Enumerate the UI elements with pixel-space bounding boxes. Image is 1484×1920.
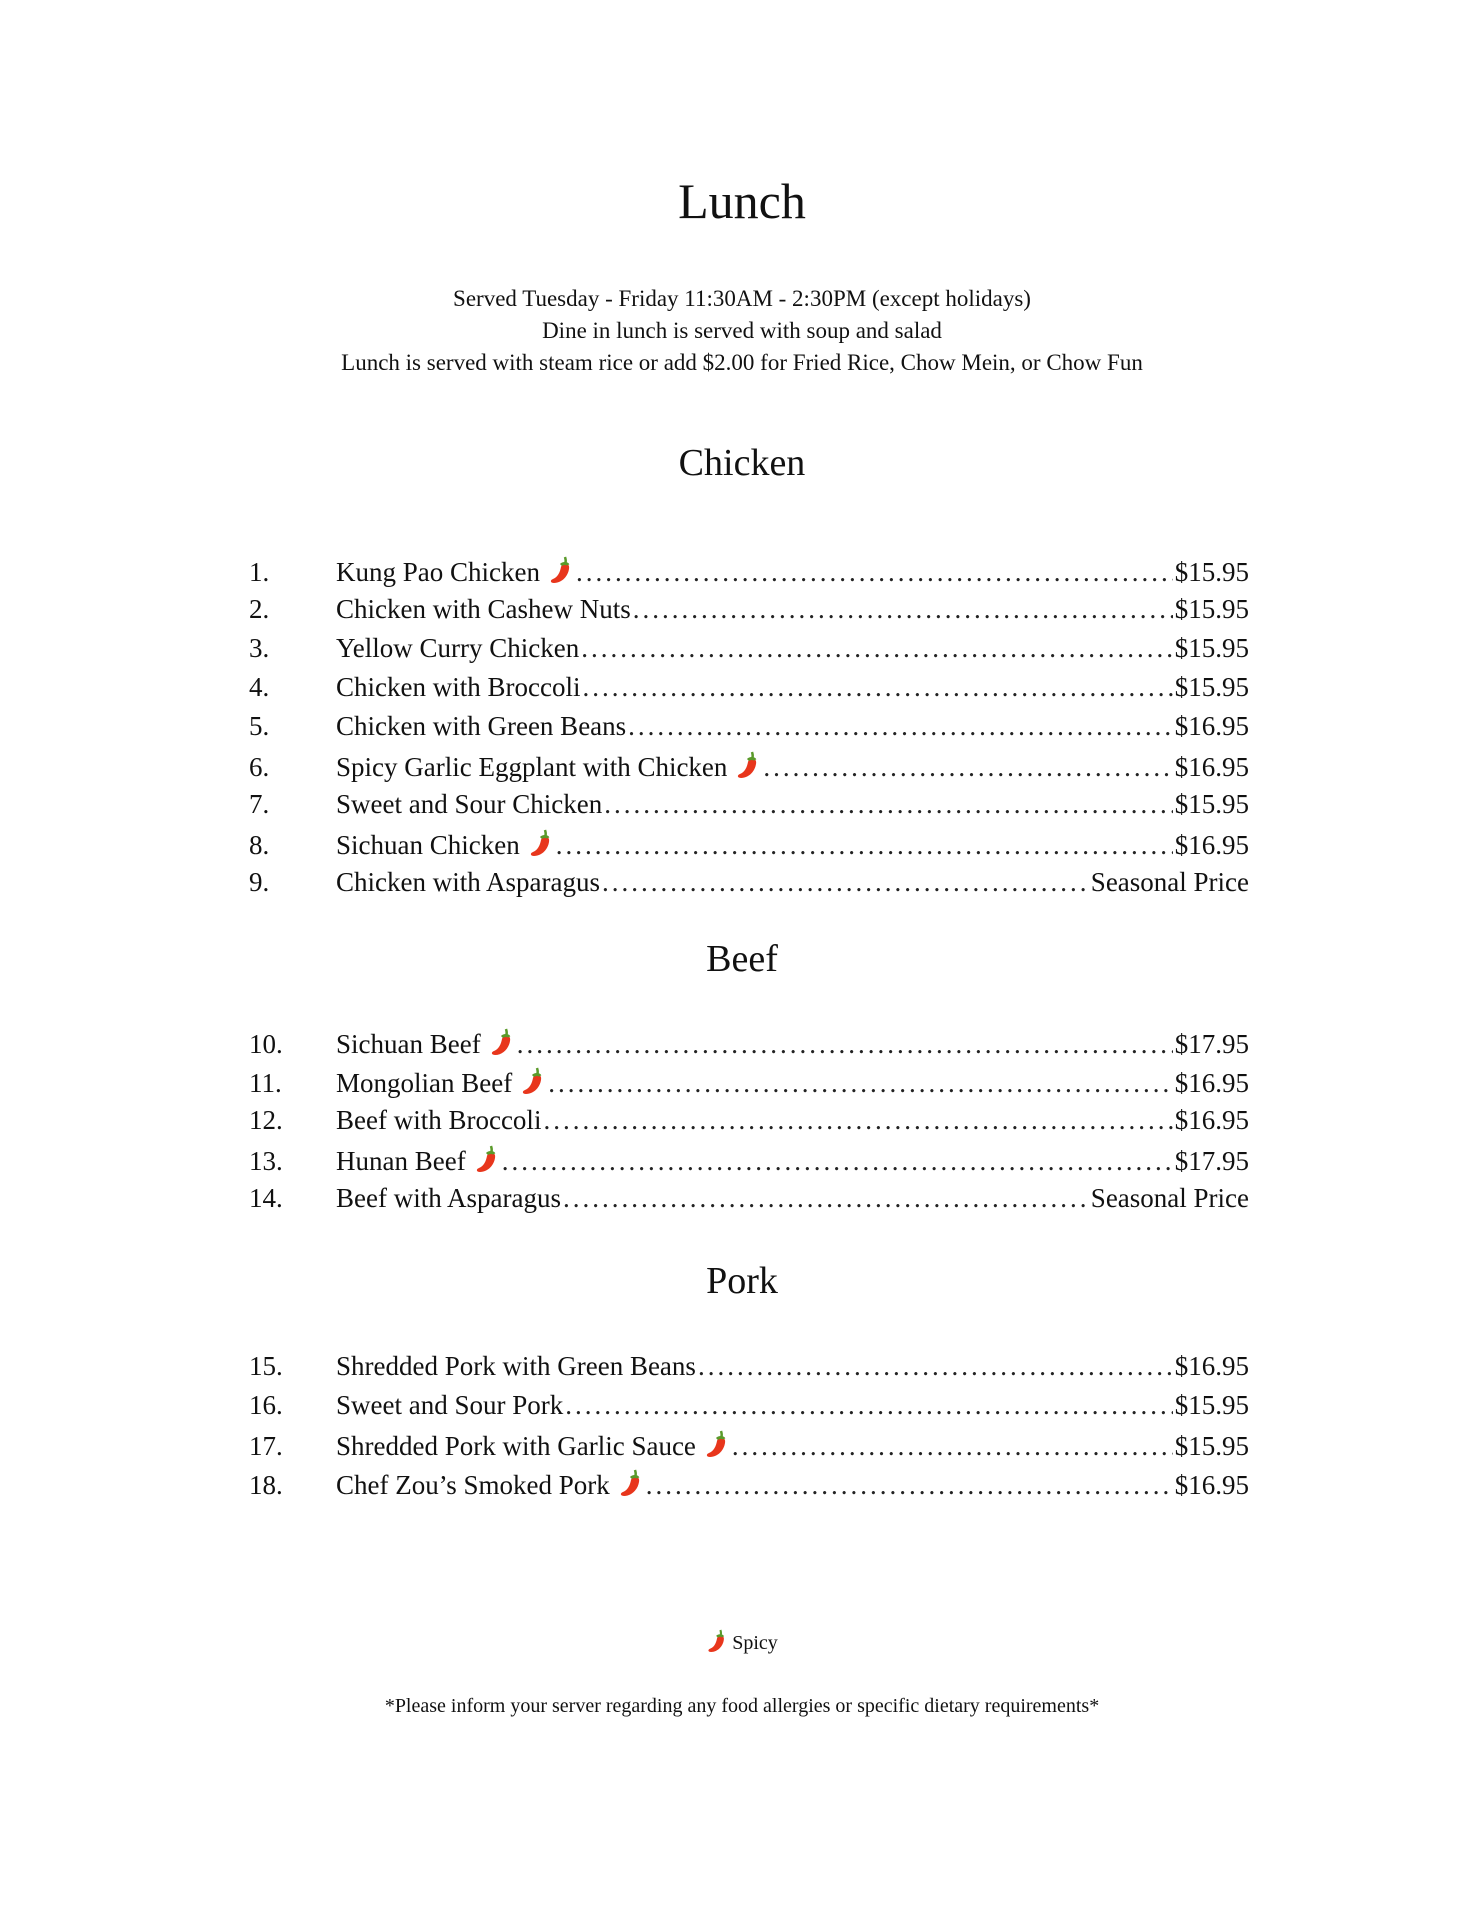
item-name: Yellow Curry Chicken xyxy=(336,633,580,663)
item-number: 10. xyxy=(249,1029,283,1059)
item-name: Beef with Broccoli xyxy=(336,1105,542,1135)
chili-pepper-icon xyxy=(489,1027,515,1057)
dot-leader xyxy=(646,1470,1173,1501)
spicy-legend-label: Spicy xyxy=(732,1632,778,1654)
menu-item xyxy=(249,1390,1249,1429)
item-price: $15.95 xyxy=(1174,557,1249,587)
dot-leader xyxy=(732,1431,1173,1462)
item-name: Chicken with Asparagus xyxy=(336,867,600,897)
menu-item xyxy=(249,1351,1249,1390)
item-number: 8. xyxy=(249,830,270,860)
menu-item xyxy=(249,828,1249,867)
dot-leader xyxy=(517,1029,1173,1060)
menu-list-pork xyxy=(249,1351,1249,1507)
item-number: 1. xyxy=(249,557,270,587)
item-name: Hunan Beef xyxy=(336,1146,466,1176)
chili-pepper-icon xyxy=(618,1468,644,1498)
item-number: 4. xyxy=(249,672,270,702)
item-price: $16.95 xyxy=(1174,711,1249,741)
item-number: 9. xyxy=(249,867,270,897)
lunch-hours: Served Tuesday - Friday 11:30AM - 2:30PM (except holidays) xyxy=(453,286,1031,311)
item-name: Sweet and Sour Pork xyxy=(336,1390,564,1420)
dot-leader xyxy=(763,752,1172,783)
menu-item xyxy=(249,750,1249,789)
item-price: $15.95 xyxy=(1174,672,1249,702)
dot-leader xyxy=(581,633,1172,664)
item-number: 18. xyxy=(249,1470,283,1500)
item-price: Seasonal Price xyxy=(1090,1183,1249,1213)
item-number: 7. xyxy=(249,789,270,819)
item-name: Chef Zou’s Smoked Pork xyxy=(336,1470,610,1500)
item-number: 3. xyxy=(249,633,270,663)
dot-leader xyxy=(548,1068,1173,1099)
dot-leader xyxy=(698,1351,1173,1382)
item-name: Mongolian Beef xyxy=(336,1068,513,1098)
rice-note: Lunch is served with steam rice or add $2.00 for Fried Rice, Chow Mein, or Chow Fun xyxy=(341,350,1143,375)
item-price: $16.95 xyxy=(1174,1351,1249,1381)
dot-leader xyxy=(602,867,1089,898)
item-number: 14. xyxy=(249,1183,283,1213)
item-name: Sweet and Sour Chicken xyxy=(336,789,603,819)
menu-item xyxy=(249,789,1249,828)
section-title-chicken: Chicken xyxy=(678,442,806,484)
dot-leader xyxy=(556,830,1173,861)
chili-pepper-icon xyxy=(706,1628,728,1654)
page-title: Lunch xyxy=(678,173,806,229)
menu-list-beef xyxy=(249,1027,1249,1222)
chili-pepper-icon xyxy=(704,1429,730,1459)
section-title-beef: Beef xyxy=(706,938,778,980)
chili-pepper-icon xyxy=(548,555,574,585)
menu-item xyxy=(249,633,1249,672)
item-number: 12. xyxy=(249,1105,283,1135)
dot-leader xyxy=(565,1390,1173,1421)
item-price: $15.95 xyxy=(1174,633,1249,663)
chili-pepper-icon xyxy=(735,750,761,780)
dot-leader xyxy=(582,672,1172,703)
menu-item xyxy=(249,711,1249,750)
item-name: Chicken with Green Beans xyxy=(336,711,627,741)
soup-salad-note: Dine in lunch is served with soup and salad xyxy=(542,318,942,343)
item-price: $16.95 xyxy=(1174,752,1249,782)
item-price: $16.95 xyxy=(1174,1068,1249,1098)
item-number: 11. xyxy=(249,1068,282,1098)
item-price: $16.95 xyxy=(1174,1105,1249,1135)
item-name: Shredded Pork with Garlic Sauce xyxy=(336,1431,696,1461)
dot-leader xyxy=(563,1183,1089,1214)
dot-leader xyxy=(628,711,1173,742)
item-name: Chicken with Cashew Nuts xyxy=(336,594,631,624)
dot-leader xyxy=(604,789,1173,820)
item-name: Sichuan Chicken xyxy=(336,830,520,860)
item-name: Chicken with Broccoli xyxy=(336,672,581,702)
item-number: 5. xyxy=(249,711,270,741)
item-number: 17. xyxy=(249,1431,283,1461)
item-name: Kung Pao Chicken xyxy=(336,557,540,587)
item-name: Beef with Asparagus xyxy=(336,1183,561,1213)
dot-leader xyxy=(502,1146,1173,1177)
item-name: Spicy Garlic Eggplant with Chicken xyxy=(336,752,728,782)
item-name: Shredded Pork with Green Beans xyxy=(336,1351,696,1381)
chili-pepper-icon xyxy=(520,1066,546,1096)
item-price: $16.95 xyxy=(1174,830,1249,860)
menu-item xyxy=(249,594,1249,633)
spicy-legend xyxy=(0,1628,1484,1655)
item-price: $16.95 xyxy=(1174,1470,1249,1500)
dot-leader xyxy=(633,594,1173,625)
item-price: $17.95 xyxy=(1174,1146,1249,1176)
item-price: $15.95 xyxy=(1174,1431,1249,1461)
menu-item xyxy=(249,1468,1249,1507)
dot-leader xyxy=(543,1105,1172,1136)
item-number: 6. xyxy=(249,752,270,782)
item-price: $15.95 xyxy=(1174,789,1249,819)
item-number: 16. xyxy=(249,1390,283,1420)
menu-item xyxy=(249,867,1249,906)
chili-pepper-icon xyxy=(474,1144,500,1174)
menu-item xyxy=(249,555,1249,594)
section-title-pork: Pork xyxy=(706,1260,778,1302)
menu-item xyxy=(249,1066,1249,1105)
item-price: $17.95 xyxy=(1174,1029,1249,1059)
menu-item xyxy=(249,1183,1249,1222)
chili-pepper-icon xyxy=(528,828,554,858)
allergy-note: *Please inform your server regarding any food allergies or specific dietary requirements* xyxy=(384,1695,1100,1717)
menu-item xyxy=(249,1144,1249,1183)
item-number: 13. xyxy=(249,1146,283,1176)
item-price: Seasonal Price xyxy=(1090,867,1249,897)
menu-item xyxy=(249,672,1249,711)
menu-list-chicken xyxy=(249,555,1249,906)
menu-item xyxy=(249,1429,1249,1468)
menu-item xyxy=(249,1027,1249,1066)
item-number: 2. xyxy=(249,594,270,624)
dot-leader xyxy=(576,557,1173,588)
item-price: $15.95 xyxy=(1174,1390,1249,1420)
item-price: $15.95 xyxy=(1174,594,1249,624)
menu-item xyxy=(249,1105,1249,1144)
item-name: Sichuan Beef xyxy=(336,1029,481,1059)
item-number: 15. xyxy=(249,1351,283,1381)
